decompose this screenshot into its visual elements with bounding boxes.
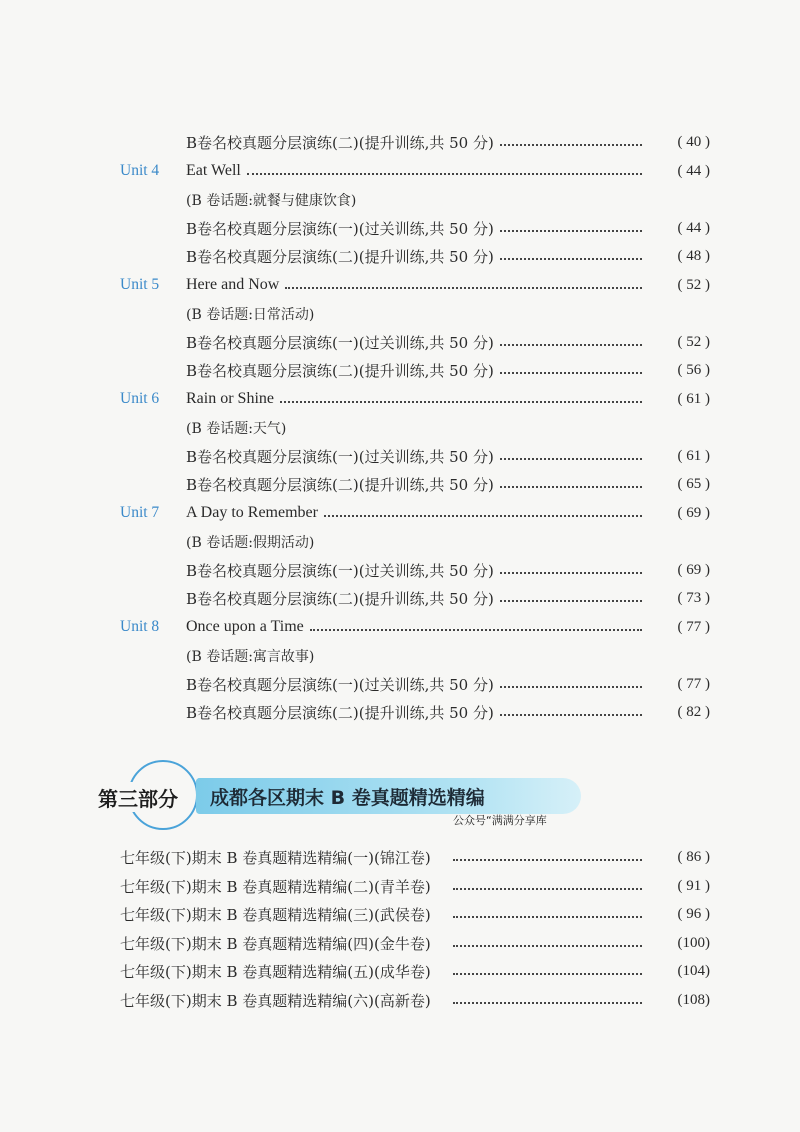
- unit-label: Unit 8: [120, 618, 160, 635]
- leader-dots: [500, 590, 642, 602]
- toc-item-title: 七年级(下)期末 B 卷真题精选精编(六)(高新卷): [120, 991, 431, 1010]
- toc-row[interactable]: [120, 356, 710, 384]
- toc-page-number: ( 77 ): [677, 618, 710, 635]
- toc-unit-row[interactable]: [120, 157, 710, 185]
- toc-row[interactable]: [120, 442, 710, 470]
- toc-page-number: ( 91 ): [677, 877, 710, 894]
- toc-topic-row: [120, 642, 710, 670]
- toc-item-title: 七年级(下)期末 B 卷真题精选精编(一)(锦江卷): [120, 848, 431, 867]
- toc-item-title: B卷名校真题分层演练(二)(提升训练,共 50 分): [186, 589, 494, 608]
- toc-topic-row: [120, 528, 710, 556]
- toc-topic-row: [120, 300, 710, 328]
- toc-row[interactable]: [120, 986, 710, 1014]
- leader-dots: [500, 448, 642, 460]
- toc-page-number: ( 65 ): [677, 475, 710, 492]
- leader-dots: [310, 619, 642, 631]
- leader-dots: [453, 992, 642, 1004]
- toc-unit-row[interactable]: [120, 613, 710, 641]
- section-title: 成都各区期末 B 卷真题精选精编: [210, 786, 485, 809]
- unit-title: Here and Now: [186, 276, 280, 293]
- unit-title: Rain or Shine: [186, 390, 274, 407]
- toc-item-title: B卷名校真题分层演练(二)(提升训练,共 50 分): [186, 133, 494, 152]
- toc-page-number: (104): [677, 962, 710, 979]
- toc-page-number: ( 61 ): [677, 447, 710, 464]
- leader-dots: [324, 505, 642, 517]
- unit-title: Once upon a Time: [186, 618, 304, 635]
- toc-unit-row[interactable]: [120, 271, 710, 299]
- toc-topic-row: [120, 414, 710, 442]
- toc-item-title: B卷名校真题分层演练(二)(提升训练,共 50 分): [186, 247, 494, 266]
- toc-page-number: ( 69 ): [677, 504, 710, 521]
- toc-item-title: 七年级(下)期末 B 卷真题精选精编(二)(青羊卷): [120, 877, 431, 896]
- leader-dots: [500, 362, 642, 374]
- toc-unit-row[interactable]: [120, 385, 710, 413]
- toc-item-title: B卷名校真题分层演练(一)(过关训练,共 50 分): [186, 219, 494, 238]
- toc-page-number: ( 69 ): [677, 561, 710, 578]
- section-header: [88, 760, 588, 840]
- toc-unit-row[interactable]: [120, 499, 710, 527]
- leader-dots: [500, 704, 642, 716]
- toc-row[interactable]: [120, 470, 710, 498]
- leader-dots: [453, 878, 642, 890]
- toc-item-title: B卷名校真题分层演练(二)(提升训练,共 50 分): [186, 703, 494, 722]
- topic-label: (B 卷话题:假期活动): [186, 535, 315, 551]
- toc-row[interactable]: [120, 328, 710, 356]
- toc-item-title: B卷名校真题分层演练(一)(过关训练,共 50 分): [186, 675, 494, 694]
- toc-row[interactable]: [120, 872, 710, 900]
- leader-dots: [500, 562, 642, 574]
- toc-page-number: ( 82 ): [677, 703, 710, 720]
- leader-dots: [453, 935, 642, 947]
- section-label: 第三部分: [92, 782, 184, 812]
- toc-item-title: 七年级(下)期末 B 卷真题精选精编(五)(成华卷): [120, 962, 431, 981]
- toc-row[interactable]: [120, 584, 710, 612]
- toc-page-number: ( 44 ): [677, 162, 710, 179]
- toc-page-number: ( 52 ): [677, 333, 710, 350]
- toc-page-number: ( 40 ): [677, 133, 710, 150]
- toc-page-number: ( 52 ): [677, 276, 710, 293]
- toc-row[interactable]: [120, 242, 710, 270]
- toc-item-title: 七年级(下)期末 B 卷真题精选精编(三)(武侯卷): [120, 905, 431, 924]
- watermark-text: 公众号“满满分享库: [453, 814, 547, 827]
- leader-dots: [500, 220, 642, 232]
- toc-row[interactable]: [120, 957, 710, 985]
- leader-dots: [453, 963, 642, 975]
- toc-row[interactable]: [120, 929, 710, 957]
- leader-dots: [500, 334, 642, 346]
- topic-label: (B 卷话题:就餐与健康饮食): [186, 193, 357, 209]
- toc-topic-row: [120, 186, 710, 214]
- unit-label: Unit 4: [120, 162, 160, 179]
- toc-page-number: ( 48 ): [677, 247, 710, 264]
- toc-page-number: (100): [677, 934, 710, 951]
- toc-item-title: B卷名校真题分层演练(一)(过关训练,共 50 分): [186, 447, 494, 466]
- toc-row[interactable]: [120, 698, 710, 726]
- toc-page-number: ( 77 ): [677, 675, 710, 692]
- topic-label: (B 卷话题:日常活动): [186, 307, 315, 323]
- toc-row[interactable]: [120, 843, 710, 871]
- toc-page-number: ( 86 ): [677, 848, 710, 865]
- toc-item-title: B卷名校真题分层演练(一)(过关训练,共 50 分): [186, 333, 494, 352]
- toc-row[interactable]: [120, 670, 710, 698]
- toc-page-number: (108): [677, 991, 710, 1008]
- toc-row[interactable]: [120, 900, 710, 928]
- toc-item-title: 七年级(下)期末 B 卷真题精选精编(四)(金牛卷): [120, 934, 431, 953]
- topic-label: (B 卷话题:天气): [186, 421, 287, 437]
- leader-dots: [280, 391, 642, 403]
- leader-dots: [500, 676, 642, 688]
- toc-row[interactable]: [120, 556, 710, 584]
- leader-dots: [500, 476, 642, 488]
- toc-item-title: B卷名校真题分层演练(二)(提升训练,共 50 分): [186, 361, 494, 380]
- toc-row[interactable]: [120, 214, 710, 242]
- toc-page-number: ( 56 ): [677, 361, 710, 378]
- toc-row[interactable]: [120, 128, 710, 156]
- leader-dots: [453, 906, 642, 918]
- unit-label: Unit 7: [120, 504, 160, 521]
- section-title-banner: [196, 778, 581, 814]
- topic-label: (B 卷话题:寓言故事): [186, 649, 315, 665]
- leader-dots: [247, 163, 642, 175]
- leader-dots: [285, 277, 642, 289]
- leader-dots: [453, 849, 642, 861]
- toc-page-number: ( 73 ): [677, 589, 710, 606]
- toc-page-number: ( 61 ): [677, 390, 710, 407]
- toc-page-number: ( 96 ): [677, 905, 710, 922]
- leader-dots: [500, 248, 642, 260]
- toc-item-title: B卷名校真题分层演练(一)(过关训练,共 50 分): [186, 561, 494, 580]
- toc-item-title: B卷名校真题分层演练(二)(提升训练,共 50 分): [186, 475, 494, 494]
- unit-label: Unit 5: [120, 276, 160, 293]
- unit-title: A Day to Remember: [186, 504, 318, 521]
- unit-label: Unit 6: [120, 390, 160, 407]
- unit-title: Eat Well: [186, 162, 241, 179]
- leader-dots: [500, 134, 642, 146]
- toc-page-number: ( 44 ): [677, 219, 710, 236]
